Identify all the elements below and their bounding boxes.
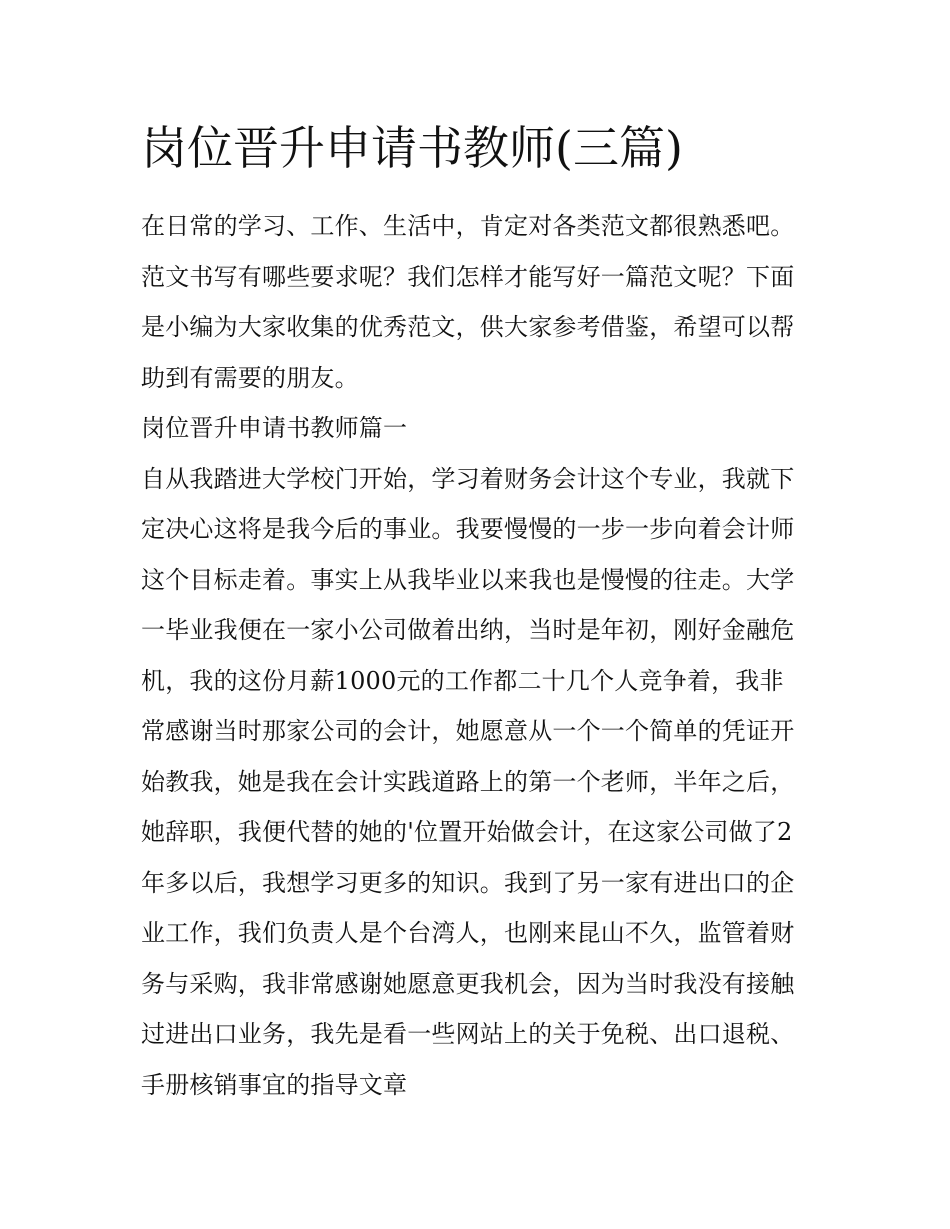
intro-line: 助到有需要的朋友。 — [141, 363, 359, 392]
body-line: 年多以后，我想学习更多的知识。我到了另一家有进出口的企 — [141, 868, 795, 897]
body-line: 常感谢当时那家公司的会计，她愿意从一个一个简单的凭证开 — [141, 717, 795, 745]
body-line: 手册核销事宜的指导文章 — [141, 1070, 408, 1099]
section-heading: 岗位晋升申请书教师篇一 — [141, 414, 408, 442]
intro-paragraph — [141, 201, 813, 403]
body-line: 自从我踏进大学校门开始，学习着财务会计这个专业，我就下 — [141, 464, 795, 493]
document-title: 岗位晋升申请书教师(三篇) — [141, 121, 683, 175]
intro-line: 是小编为大家收集的优秀范文，供大家参考借鉴，希望可以帮 — [141, 313, 795, 341]
intro-line: 范文书写有哪些要求呢？我们怎样才能写好一篇范文呢？下面 — [141, 262, 795, 291]
body-line: 务与采购，我非常感谢她愿意更我机会，因为当时我没有接触 — [141, 969, 795, 998]
body-line: 一毕业我便在一家小公司做着出纳，当时是年初，刚好金融危 — [141, 616, 795, 644]
body-line: 定决心这将是我今后的事业。我要慢慢的一步一步向着会计师 — [141, 515, 795, 543]
body-paragraph — [141, 454, 813, 1111]
body-line: 这个目标走着。事实上从我毕业以来我也是慢慢的往走。大学 — [141, 565, 795, 594]
intro-line: 在日常的学习、工作、生活中，肯定对各类范文都很熟悉吧。 — [141, 212, 795, 240]
body-line: 始教我，她是我在会计实践道路上的第一个老师，半年之后， — [141, 767, 795, 796]
body-line: 过进出口业务，我先是看一些网站上的关于免税、出口退税、 — [141, 1020, 795, 1048]
document-content — [141, 118, 813, 1110]
body-line: 机，我的这份月薪1000元的工作都二十几个人竞争着，我非 — [141, 666, 784, 695]
body-line: 她辞职，我便代替的她的'位置开始做会计，在这家公司做了2 — [141, 818, 793, 846]
body-line: 业工作，我们负责人是个台湾人，也刚来昆山不久，监管着财 — [141, 919, 795, 947]
